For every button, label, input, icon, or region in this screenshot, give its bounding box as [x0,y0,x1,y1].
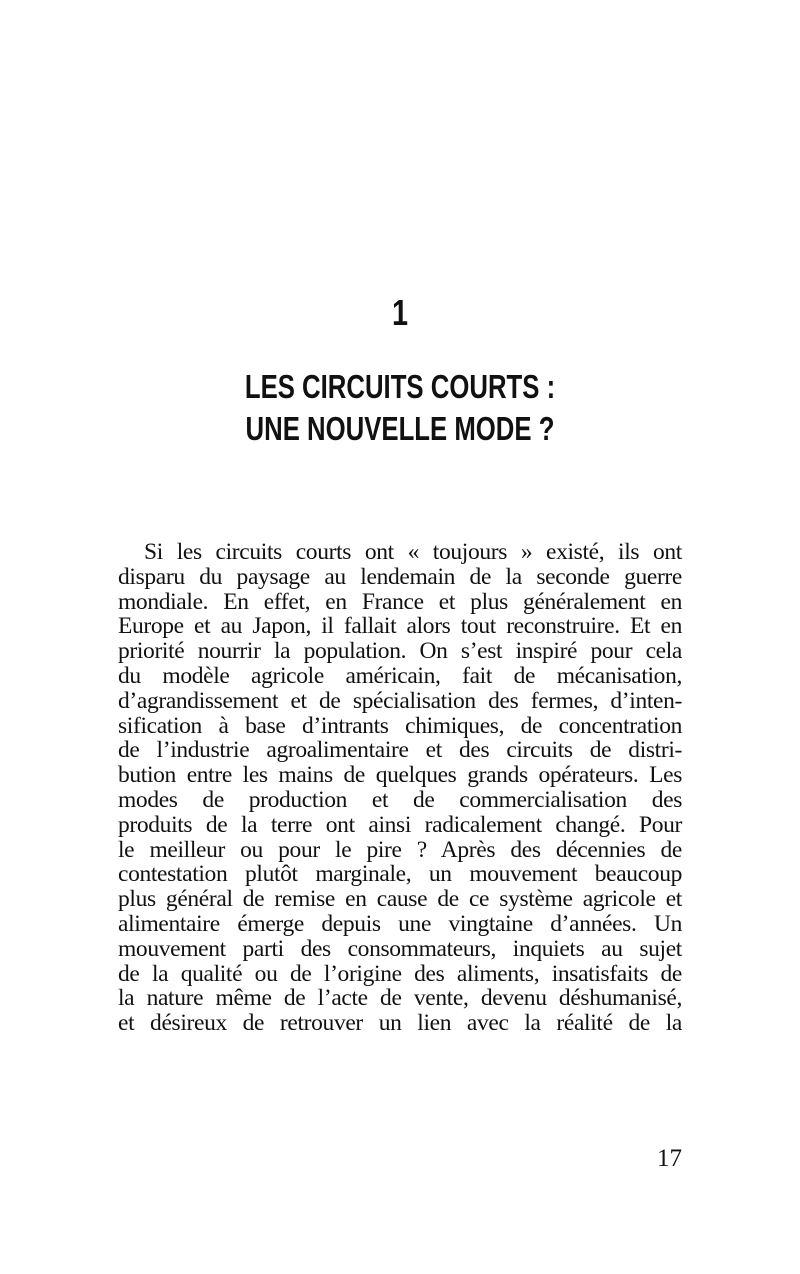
body-line: priorité nourrir la population. On s’est inspiré pour cela [118,638,682,665]
body-line: produits de la terre ont ainsi radicalement changé. Pour [118,811,682,838]
body-line: Si les circuits courts ont « toujours » existé, ils ont [144,539,682,565]
chapter-title-line: LES CIRCUITS COURTS : [244,368,556,405]
body-line: la nature même de l’acte de vente, devenu déshumanisé, [118,985,682,1012]
body-line: d’agrandissement et de spécialisation des fermes, d’inten- [118,687,682,714]
body-line: et désireux de retrouver un lien avec la réalité de la [118,1010,682,1037]
body-line: alimentaire émerge depuis une vingtaine d’années. Un [118,910,682,937]
body-line: sification à base d’intrants chimiques, de concentration [118,712,682,739]
body-line: Europe et au Japon, il fallait alors tout reconstruire. Et en [118,613,682,640]
body-line: bution entre les mains de quelques grands opérateurs. Les [118,762,682,789]
page-number: 17 [657,1145,682,1172]
body-line: disparu du paysage au lendemain de la seconde guerre [118,563,682,590]
body-line: mondiale. En effet, en France et plus généralement en [118,588,682,615]
body-line: contestation plutôt marginale, un mouvement beaucoup [118,861,682,888]
body-line: plus général de remise en cause de ce système agricole et [118,886,682,913]
body-text [118,540,682,1036]
chapter-title [0,366,800,450]
body-line: le meilleur ou pour le pire ? Après des décennies de [118,836,682,863]
body-line: de l’industrie agroalimentaire et des circuits de distri- [118,737,682,764]
chapter-number: 1 [391,292,409,333]
body-line: de la qualité ou de l’origine des aliments, insatisfaits de [118,960,682,987]
chapter-title-line: UNE NOUVELLE MODE ? [245,410,555,447]
body-line: mouvement parti des consommateurs, inquiets au sujet [118,935,682,962]
body-line: du modèle agricole américain, fait de mécanisation, [118,662,682,689]
body-line: modes de production et de commercialisation des [118,786,682,813]
